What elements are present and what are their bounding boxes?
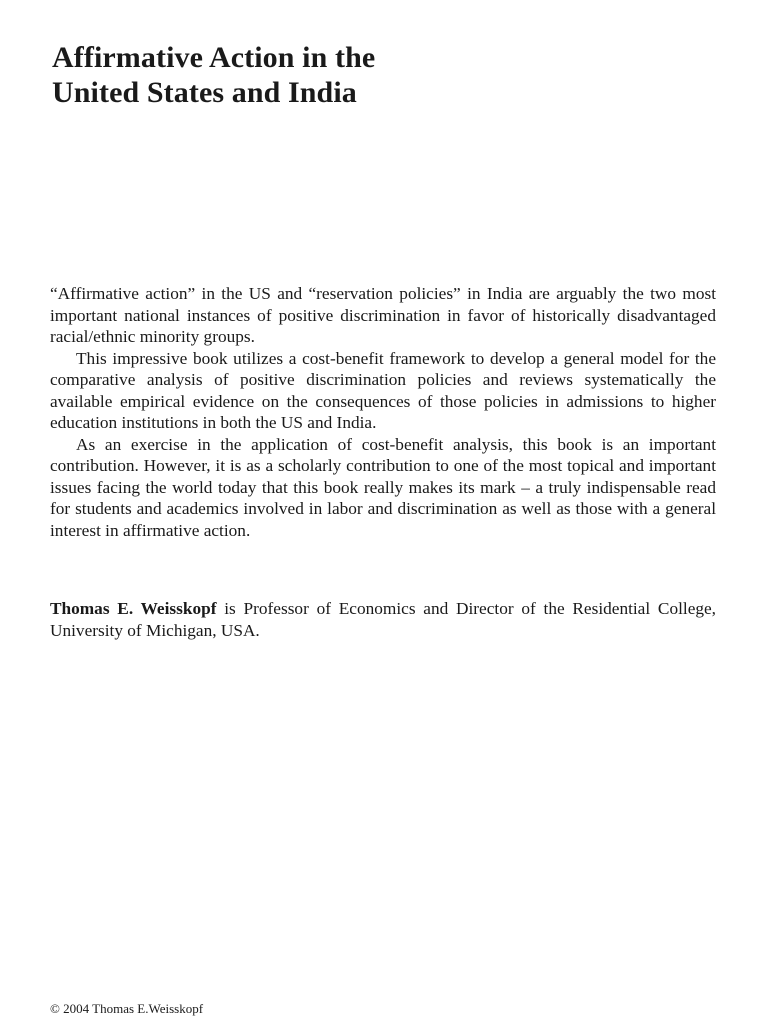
author-description: is Professor of Economics and Director of the Residential College, University of Michigan, USA. (50, 599, 716, 640)
book-title-line-1: Affirmative Action in the (52, 41, 376, 74)
copyright-notice: © 2004 Thomas E.Weisskopf (50, 1001, 204, 1016)
author-bio (50, 598, 716, 641)
book-blurb (50, 283, 716, 541)
blurb-paragraph-2: This impressive book utilizes a cost-benefit framework to develop a general model for the comparative analysis of positive discrimination policies and reviews systematically the available empirical evidence on the consequences of those policies in admissions to higher education institutions in both the US and India. (50, 348, 716, 432)
book-title (52, 40, 712, 110)
author-name: Thomas E. Weisskopf (50, 599, 217, 618)
blurb-paragraph-1: “Affirmative action” in the US and “reservation policies” in India are arguably the two most important national instances of positive discrimination in favor of historically disadvantaged racial/ethnic minority groups. (50, 284, 716, 346)
blurb-paragraph-3: As an exercise in the application of cost-benefit analysis, this book is an important contribution. However, it is as a scholarly contribution to one of the most topical and important issues facing the world today that this book really makes its mark – a truly indispensable read for students and academics involved in labor and discrimination as well as those with a general interest in affirmative action. (50, 434, 716, 540)
book-title-line-2: United States and India (52, 76, 357, 109)
